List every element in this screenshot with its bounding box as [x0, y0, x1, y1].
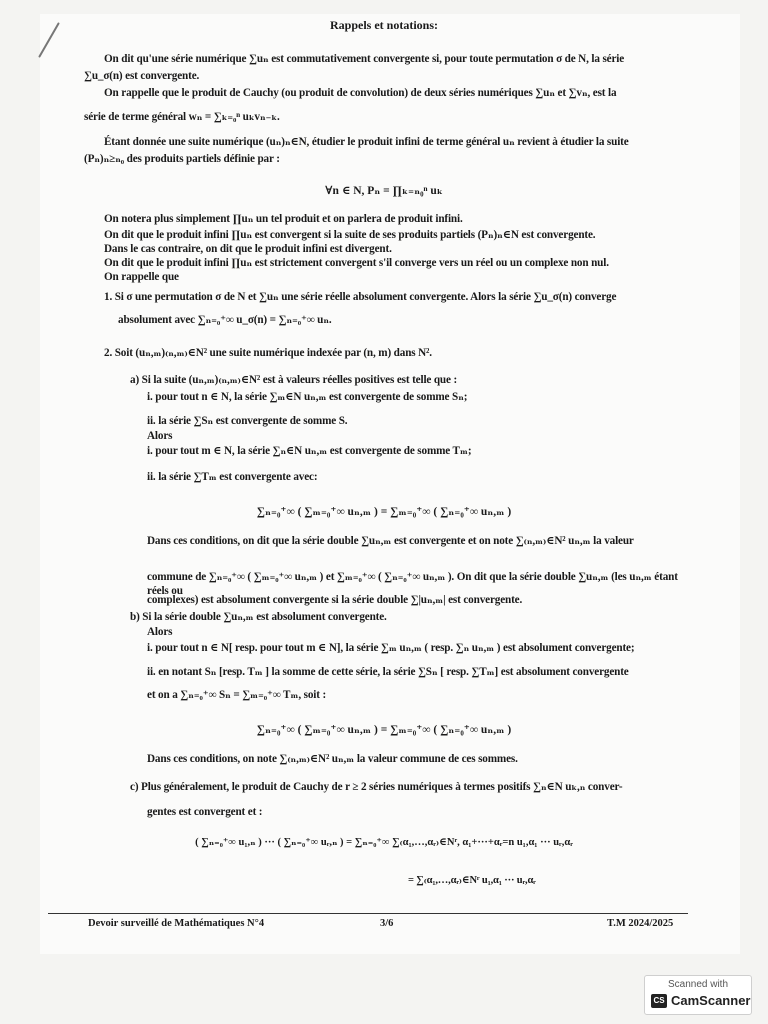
watermark-caption: Scanned with — [667, 979, 729, 990]
item2b-line-3: i. pour tout n ∈ N[ resp. pour tout m ∈ N], la série ∑ₘ uₙ,ₘ ( resp. ∑ₙ uₙ,ₘ ) est absolument convergente; — [147, 642, 635, 654]
intro-line-1b: ∑u_σ(n) est convergente. — [84, 70, 200, 82]
item2-head: 2. Soit (uₙ,ₘ)₍ₙ,ₘ₎∈N² une suite numérique indexée par (n, m) dans N². — [104, 347, 432, 359]
item2b-line-4: ii. en notant Sₙ [resp. Tₘ ] la somme de cette série, la série ∑Sₙ [ resp. ∑Tₘ] est absolument convergente — [147, 666, 629, 678]
intro-line-8: On rappelle que — [104, 271, 179, 283]
intro-line-4: On notera plus simplement ∏uₙ un tel produit et on parlera de produit infini. — [104, 213, 463, 225]
formula-cauchy-product-line-2: = ∑₍α₁,…,αᵣ₎∈Nʳ u₁,α₁ ··· uᵣ,αᵣ — [408, 875, 536, 886]
item2a-line-4: Alors — [147, 430, 173, 442]
footer-rule — [48, 913, 688, 914]
formula-double-sum-a: ∑ₙ₌₀⁺∞ ( ∑ₘ₌₀⁺∞ uₙ,ₘ ) = ∑ₘ₌₀⁺∞ ( ∑ₙ₌₀⁺∞ uₙ,ₘ ) — [256, 506, 512, 518]
intro-line-2: On rappelle que le produit de Cauchy (ou produit de convolution) de deux séries numériques ∑uₙ et ∑vₙ, est la — [104, 87, 617, 99]
footer-right: T.M 2024/2025 — [607, 918, 674, 929]
item2a-line-9: complexes) est absolument convergente si la série double ∑|uₙ,ₘ| est convergente. — [147, 594, 523, 606]
item2a-line-2: i. pour tout n ∈ N, la série ∑ₘ∈N uₙ,ₘ est convergente de somme Sₙ; — [147, 391, 468, 403]
item2c-line-1: c) Plus généralement, le produit de Cauchy de r ≥ 2 séries numériques à termes positifs ∑ₙ∈N uₖ,ₙ conver- — [130, 781, 623, 793]
item2a-line-7: Dans ces conditions, on dit que la série double ∑uₙ,ₘ est convergente et on note ∑₍ₙ,ₘ₎∈N² uₙ,ₘ la valeur — [147, 535, 634, 547]
intro-line-2b: série de terme général wₙ = ∑ₖ₌₀ⁿ uₖvₙ₋ₖ. — [84, 111, 280, 123]
camscanner-watermark — [644, 975, 752, 1015]
intro-line-7: On dit que le produit infini ∏uₙ est strictement convergent s'il converge vers un réel ou un complexe non nul. — [104, 257, 609, 269]
formula-double-sum-b: ∑ₙ₌₀⁺∞ ( ∑ₘ₌₀⁺∞ uₙ,ₘ ) = ∑ₘ₌₀⁺∞ ( ∑ₙ₌₀⁺∞ uₙ,ₘ ) — [256, 724, 512, 736]
camscanner-logo-icon: CS — [651, 994, 667, 1008]
intro-line-1: On dit qu'une série numérique ∑uₙ est commutativement convergente si, pour toute permutation σ de N, la série — [104, 53, 625, 65]
item2a-line-8: commune de ∑ₙ₌₀⁺∞ ( ∑ₘ₌₀⁺∞ uₙ,ₘ ) et ∑ₘ₌₀⁺∞ ( ∑ₙ₌₀⁺∞ uₙ,ₘ ). On dit que la série double ∑uₙ,ₘ (les uₙ,ₘ étant réels ou — [147, 571, 678, 597]
item1-line-2: absolument avec ∑ₙ₌₀⁺∞ u_σ(n) = ∑ₙ₌₀⁺∞ uₙ. — [118, 314, 332, 326]
formula-partial-products: ∀n ∈ N, Pₙ = ∏ₖ₌ₙ₀ⁿ uₖ — [325, 185, 443, 197]
section-title: Rappels et notations: — [329, 18, 438, 32]
intro-line-5: On dit que le produit infini ∏uₙ est convergent si la suite de ses produits partiels (Pₙ)ₙ∈N est convergente. — [104, 229, 596, 241]
watermark-brand: CamScanner — [671, 993, 751, 1008]
intro-line-6: Dans le cas contraire, on dit que le produit infini est divergent. — [104, 243, 392, 255]
intro-line-3b: (Pₙ)ₙ≥ₙ₀ des produits partiels définie par : — [84, 153, 280, 165]
formula-cauchy-product: ( ∑ₙ₌₀⁺∞ u₁,ₙ ) ··· ( ∑ₙ₌₀⁺∞ uᵣ,ₙ ) = ∑ₙ₌₀⁺∞ ∑₍α₁,…,αᵣ₎∈Nʳ, α₁+···+αᵣ=n u₁,α₁ ··· uᵣ,αᵣ — [195, 837, 573, 848]
item1-line-1: 1. Si σ une permutation σ de N et ∑uₙ une série réelle absolument convergente. Alors la série ∑u_σ(n) converge — [104, 291, 617, 303]
item2c-line-2: gentes est convergent et : — [147, 806, 263, 818]
footer-page-number: 3/6 — [380, 918, 394, 929]
item2b-line-5: et on a ∑ₙ₌₀⁺∞ Sₙ = ∑ₘ₌₀⁺∞ Tₘ, soit : — [147, 689, 327, 701]
item2a-line-6: ii. la série ∑Tₘ est convergente avec: — [147, 471, 318, 483]
item2b-line-6: Dans ces conditions, on note ∑₍ₙ,ₘ₎∈N² uₙ,ₘ la valeur commune de ces sommes. — [147, 753, 518, 765]
item2a-line-3: ii. la série ∑Sₙ est convergente de somme S. — [147, 415, 348, 427]
footer-left: Devoir surveillé de Mathématiques N°4 — [88, 918, 265, 929]
item2a-line-5: i. pour tout m ∈ N, la série ∑ₙ∈N uₙ,ₘ est convergente de somme Tₘ; — [147, 445, 472, 457]
item2a-line-1: a) Si la suite (uₙ,ₘ)₍ₙ,ₘ₎∈N² est à valeurs réelles positives est telle que : — [130, 374, 458, 386]
intro-line-3: Étant donnée une suite numérique (uₙ)ₙ∈N, étudier le produit infini de terme général uₙ revient à étudier la suite — [104, 136, 629, 148]
item2b-line-1: b) Si la série double ∑uₙ,ₘ est absolument convergente. — [130, 611, 387, 623]
item2b-line-2: Alors — [147, 626, 173, 638]
